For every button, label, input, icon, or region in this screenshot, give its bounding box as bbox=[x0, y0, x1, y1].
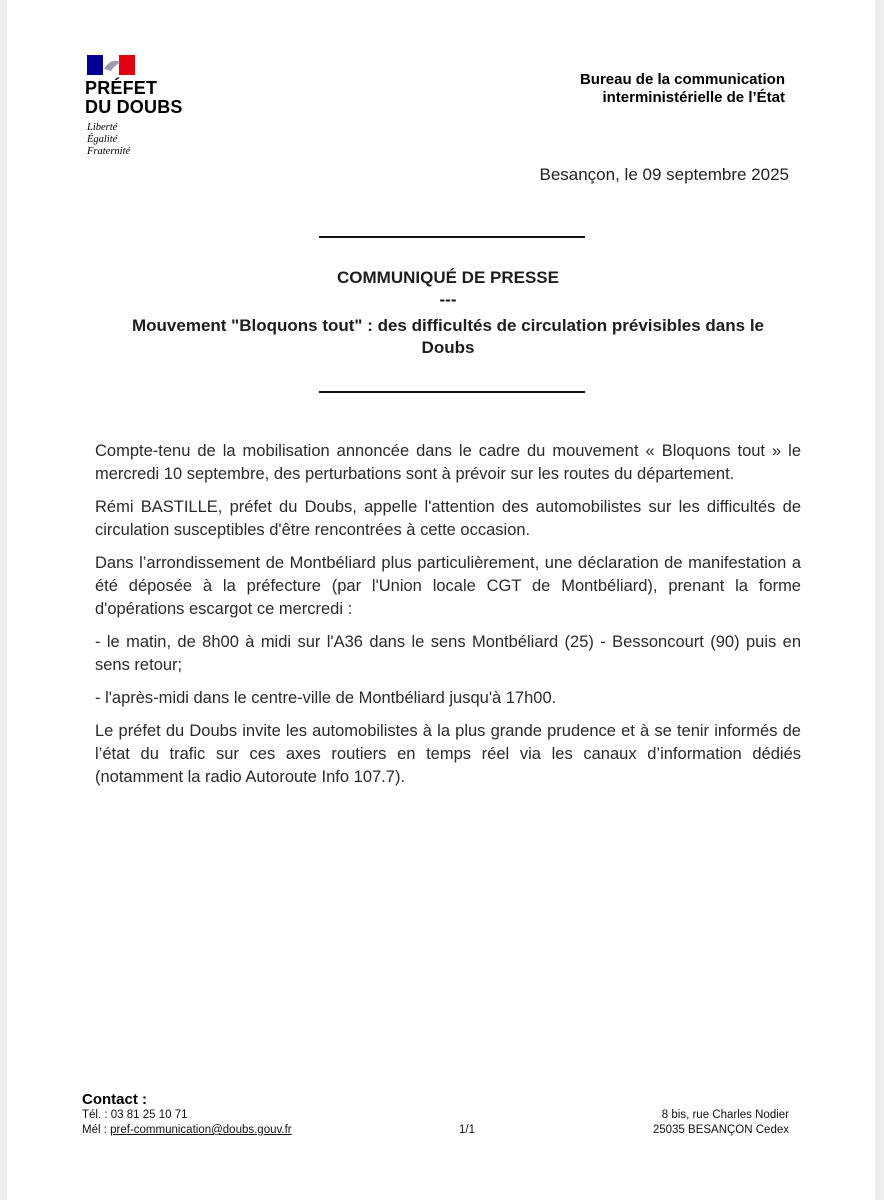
motto-line: Liberté bbox=[87, 122, 118, 133]
body-paragraph: Le préfet du Doubs invite les automobilistes à la plus grande prudence et à se tenir informés de l’état du trafic sur ces axes routiers en temps réel via les canaux d’information dédiés (notamment la radio Autoroute Info 107.7). bbox=[95, 722, 801, 786]
body-paragraph: Rémi BASTILLE, préfet du Doubs, appelle l'attention des automobilistes sur les difficultés de circulation susceptibles d'être rencontrées à cette occasion. bbox=[95, 498, 801, 539]
logo-title-line2: DU DOUBS bbox=[85, 97, 183, 117]
title-separator: --- bbox=[439, 290, 457, 309]
press-release-page bbox=[7, 0, 875, 1200]
contact-email-label: Mél : bbox=[82, 1124, 111, 1136]
marianne-logo-icon bbox=[87, 55, 135, 75]
divider-bottom bbox=[319, 391, 585, 393]
contact-heading: Contact : bbox=[82, 1091, 147, 1108]
motto-line: Fraternité bbox=[87, 146, 131, 157]
press-release-subject: Mouvement "Bloquons tout" : des difficultés de circulation prévisibles dans le Doubs bbox=[132, 316, 764, 357]
address-line1: 8 bis, rue Charles Nodier bbox=[661, 1109, 789, 1121]
press-release-body bbox=[95, 440, 801, 799]
contact-email-link[interactable]: pref-communication@doubs.gouv.fr bbox=[110, 1124, 292, 1136]
page-number: 1/1 bbox=[459, 1124, 475, 1136]
body-paragraph: - le matin, de 8h00 à midi sur l'A36 dans le sens Montbéliard (25) - Bessoncourt (90) puis en sens retour; bbox=[95, 633, 801, 674]
address-line2: 25035 BESANÇON Cedex bbox=[652, 1124, 789, 1136]
contact-phone: Tél. : 03 81 25 10 71 bbox=[82, 1109, 188, 1121]
divider-top bbox=[319, 236, 585, 238]
issuing-office bbox=[465, 71, 785, 107]
body-paragraph: Dans l’arrondissement de Montbéliard plus particulièrement, une déclaration de manifestation a été déposée à la préfecture (par l'Union locale CGT de Montbéliard), prenant la forme d'opérations escargot ce mercredi : bbox=[95, 554, 801, 618]
contact-email-line bbox=[82, 1123, 292, 1138]
document-type-title: COMMUNIQUÉ DE PRESSE bbox=[337, 268, 559, 287]
republic-motto bbox=[87, 122, 130, 158]
body-paragraph: Compte-tenu de la mobilisation annoncée dans le cadre du mouvement « Bloquons tout » le mercredi 10 septembre, des perturbations sont à prévoir sur les routes du département. bbox=[95, 442, 801, 483]
logo-title-line1: PRÉFET bbox=[85, 78, 158, 98]
issuing-office-line2: interministérielle de l’État bbox=[602, 89, 785, 106]
body-paragraph: - l'après-midi dans le centre-ville de Montbéliard jusqu'à 17h00. bbox=[95, 689, 557, 707]
issuing-office-line1: Bureau de la communication bbox=[579, 71, 785, 88]
document-date: Besançon, le 09 septembre 2025 bbox=[539, 165, 789, 184]
prefecture-logo-title bbox=[85, 79, 183, 117]
motto-line: Égalité bbox=[87, 134, 118, 145]
postal-address bbox=[653, 1108, 789, 1138]
contact-details bbox=[82, 1108, 292, 1138]
